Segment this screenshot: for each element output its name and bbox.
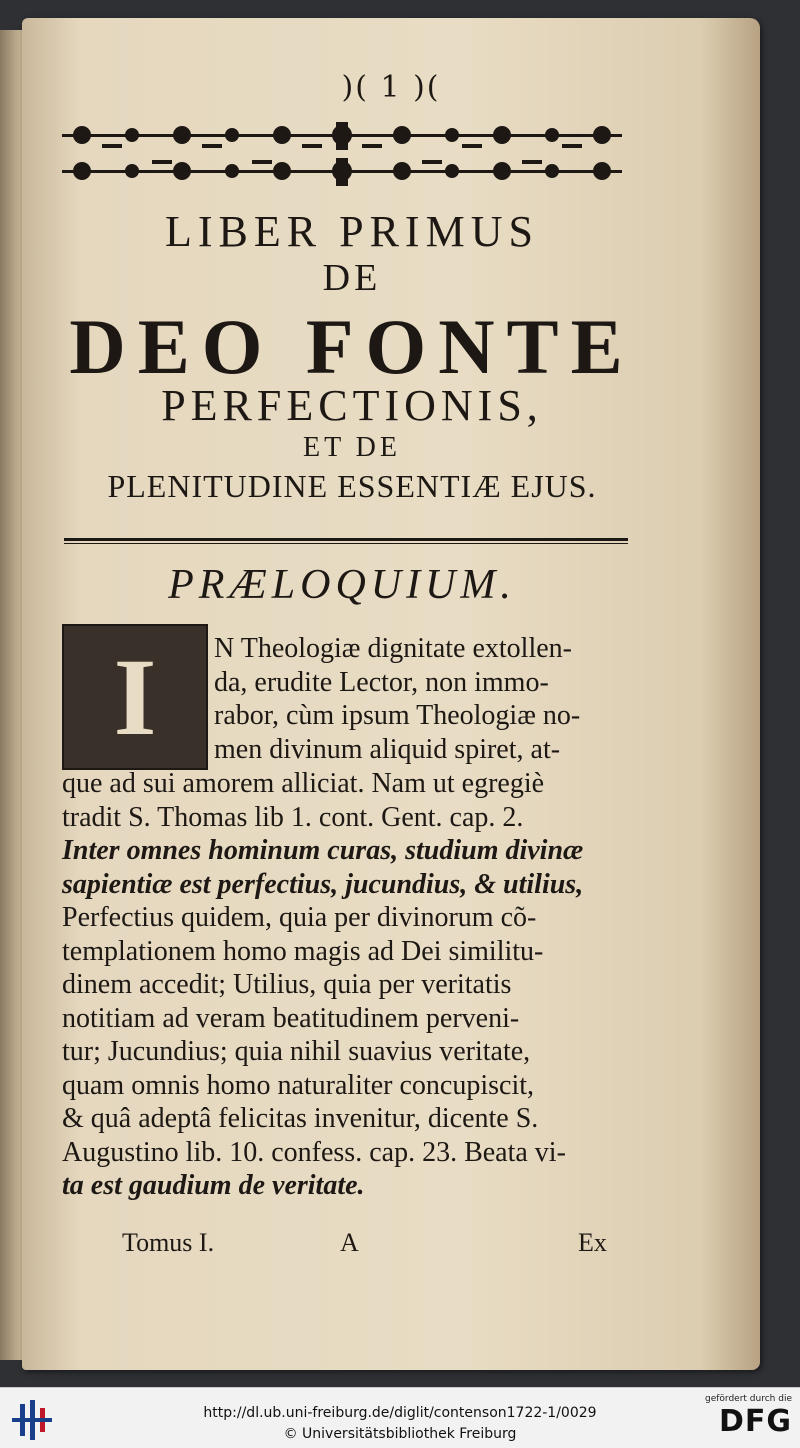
dfg-tagline: gefördert durch die [705,1394,792,1404]
text-line: tradit S. Thomas lib 1. cont. Gent. cap. 2. [62,801,524,833]
text-line: N Theologiæ dignitate extollen- [214,633,572,664]
title-line-1: LIBER PRIMUS [165,207,539,256]
text-line: quam omnis homo naturaliter concupiscit, [62,1069,535,1101]
initial-letter: I [113,636,157,758]
book-page [22,18,760,1370]
dfg-logo [704,1394,792,1444]
text-line: men divinum aliquid spiret, at- [214,733,561,765]
text-line: & quâ adeptâ felicitas invenitur, dicente S. [62,1103,539,1134]
ornament-band [62,120,622,192]
text-line: que ad sui amorem alliciat. Nam ut egregiè [62,768,545,799]
title-line-6: PLENITUDINE ESSENTIÆ EJUS. [107,468,597,504]
footer-volume: Tomus I. [122,1228,215,1257]
text-line: rabor, cùm ipsum Theologiæ no- [214,700,581,731]
title-line-5: ET DE [302,432,402,463]
footer-catchword: Ex [578,1228,607,1257]
text-line: templationem homo magis ad Dei similitu- [62,935,544,967]
paragraph-body [62,767,583,1203]
text-line: da, erudite Lector, non immo- [214,666,549,698]
title-line-3: DEO FONTE [69,303,635,390]
section-heading: PRÆLOQUIUM. [168,562,516,608]
dfg-wordmark: DFG [718,1404,792,1439]
viewer-footer-bar [0,1387,800,1448]
text-line: dinem accedit; Utilius, quia per veritatis [62,969,512,1000]
permalink-url[interactable]: http://dl.ub.uni-freiburg.de/diglit/contenson1722-1/0029 [203,1405,597,1421]
text-line: sapientiæ est perfectius, jucundius, & utilius, [62,868,584,900]
decorated-initial [62,624,208,770]
divider-rule [64,538,628,541]
title-line-4: PERFECTIONIS, [161,381,543,430]
text-line: Augustino lib. 10. confess. cap. 23. Beata vi- [62,1136,566,1168]
page-number: )( 1 )( [341,70,441,105]
footer-signature: A [340,1228,359,1257]
text-line: tur; Jucundius; quia nihil suavius veritate, [62,1036,531,1067]
text-line: Inter omnes hominum curas, studium divinæ [62,835,584,866]
text-line: notitiam ad veram beatitudinem perveni- [62,1002,520,1034]
divider-rule-thin [64,543,628,544]
paragraph-indented [214,632,580,766]
copyright-text: © Universitätsbibliothek Freiburg [283,1426,517,1442]
title-line-2: DE [322,257,382,299]
text-line: Perfectius quidem, quia per divinorum cõ- [62,902,537,933]
text-line: ta est gaudium de veritate. [62,1170,365,1201]
